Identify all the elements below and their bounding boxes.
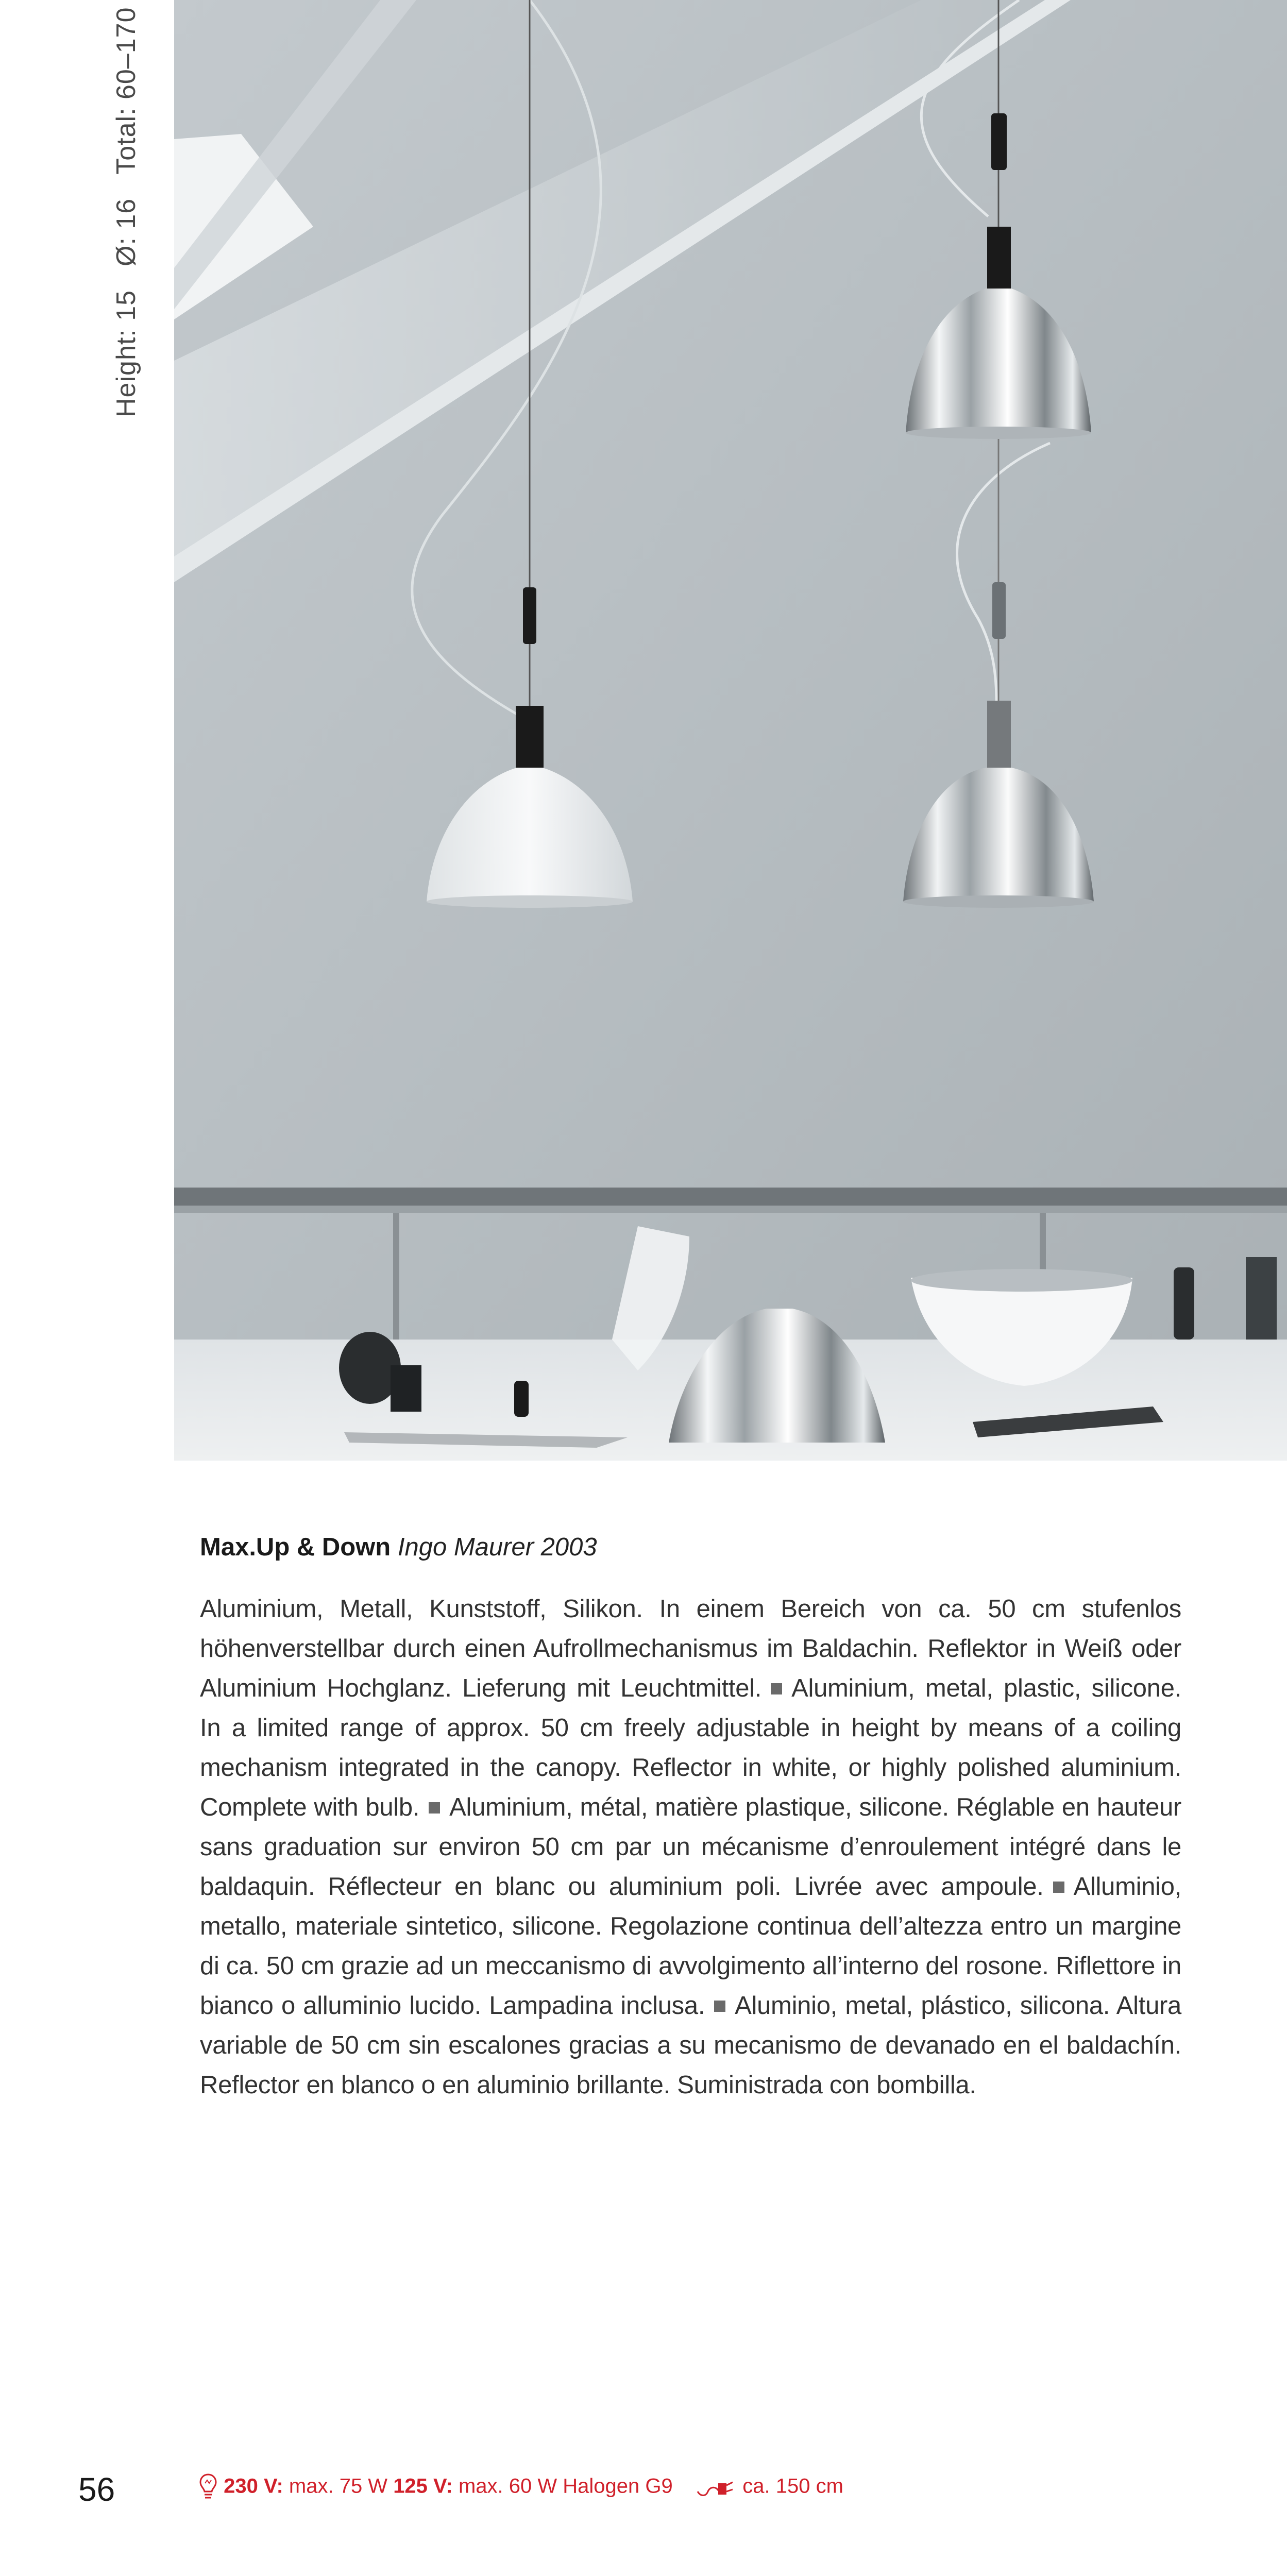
dimension-diameter: Ø: 16 xyxy=(111,198,141,266)
description-es: Aluminio, metal, plástico, silicona. Altura variable de 50 cm sin escalones gracias a su mecanismo de devanado en el baldachín. Reflector en blanco o en aluminio brillante. Suministrada con bombilla. xyxy=(200,1992,1181,2099)
voltage-230-label: 230 V: xyxy=(224,2475,283,2498)
product-name: Max.Up & Down xyxy=(200,1533,391,1561)
cable-plug-icon xyxy=(696,2476,737,2499)
cable-length: ca. 150 cm xyxy=(742,2475,843,2498)
product-designer: Ingo Maurer 2003 xyxy=(397,1533,597,1561)
product-title xyxy=(200,1533,597,1562)
product-description xyxy=(200,1589,1181,2105)
bulb-icon xyxy=(198,2473,218,2502)
separator-square-icon xyxy=(1053,1882,1064,1893)
voltage-125-value: max. 60 W Halogen G9 xyxy=(458,2475,673,2498)
dimension-height: Height: 15 xyxy=(111,290,141,417)
dimensions-label xyxy=(98,7,155,417)
description-fr: Aluminium, métal, matière plastique, silicone. Réglable en hauteur sans graduation sur environ 50 cm par un mécanisme d’enroulement intégré dans le baldaquin. Réflecteur en blanc ou aluminium poli. Livrée avec ampoule. xyxy=(200,1793,1181,1901)
description-it: Alluminio, metallo, materiale sintetico, silicone. Regolazione continua dell’altezza entro un margine di ca. 50 cm grazie ad un meccanismo di avvolgimento all’interno del rosone. Riflettore in bianco o alluminio lucido. Lampadina inclusa. xyxy=(200,1873,1181,2020)
separator-square-icon xyxy=(429,1802,440,1814)
separator-square-icon xyxy=(771,1683,782,1694)
description-de: Aluminium, Metall, Kunststoff, Silikon. In einem Bereich von ca. 50 cm stufenlos höhenverstellbar durch einen Aufrollmechanismus im Baldachin. Reflektor in Weiß oder Aluminium Hochglanz. Lieferung mit Leuchtmittel. xyxy=(200,1595,1181,1702)
page-number: 56 xyxy=(78,2471,115,2508)
footer-specs xyxy=(198,2473,843,2502)
voltage-230-value: max. 75 W xyxy=(289,2475,388,2498)
product-photo xyxy=(174,0,1287,1461)
description-en: Aluminium, metal, plastic, silicone. In a limited range of approx. 50 cm freely adjustable in height by means of a coiling mechanism integrated in the canopy. Reflector in white, or highly polished aluminium. Complete with bulb. xyxy=(200,1674,1181,1821)
dimension-total: Total: 60–170 xyxy=(111,7,141,175)
separator-square-icon xyxy=(714,2001,725,2012)
voltage-125-label: 125 V: xyxy=(393,2475,453,2498)
